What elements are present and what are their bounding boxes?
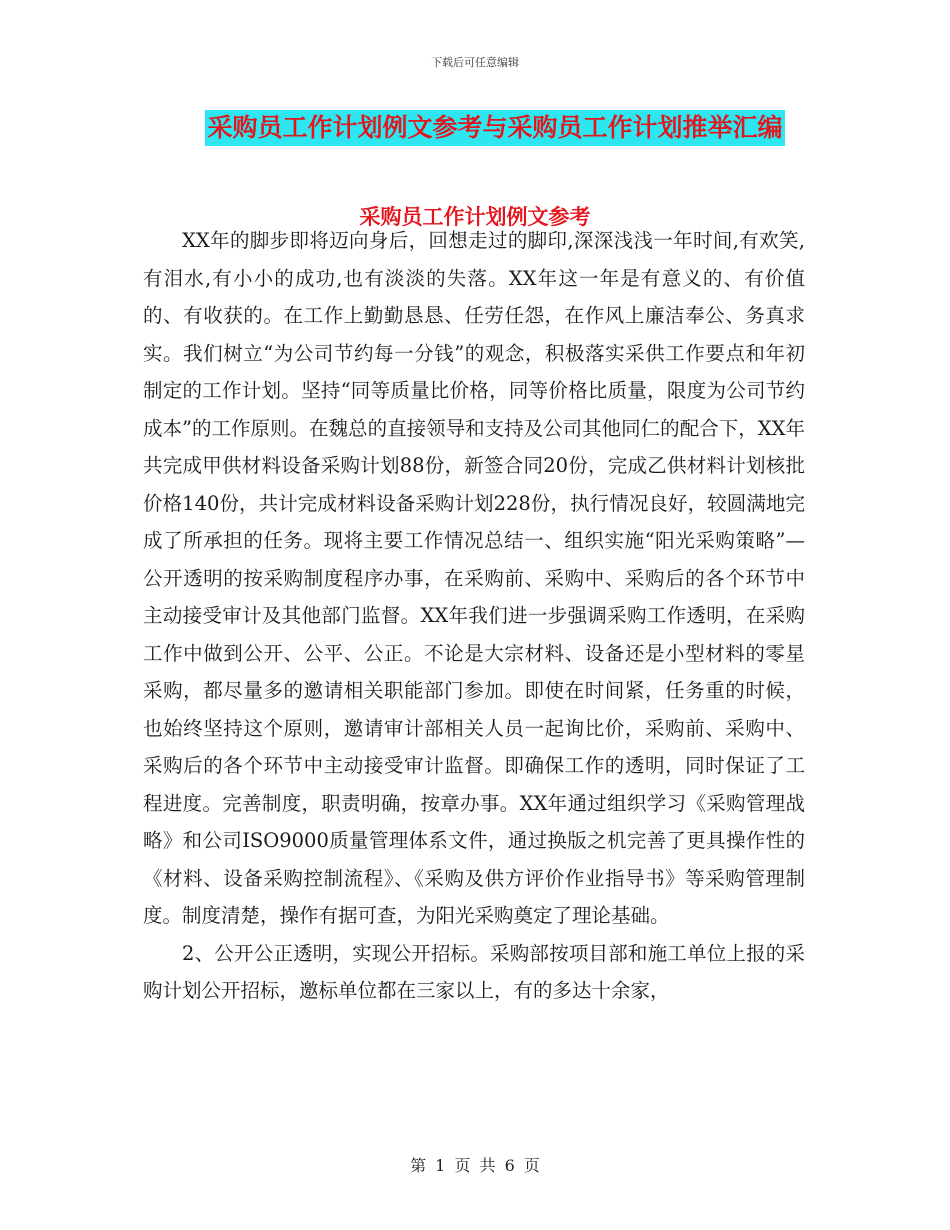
body-paragraph-2: 2、公开公正透明，实现公开招标。采购部按项目部和施工单位上报的采购计划公开招标，邀标单位都在三家以上，有的多达十余家， xyxy=(143,941,805,1002)
page-header-note: 下载后可任意编辑 xyxy=(431,56,519,69)
document-main-title: 采购员工作计划例文参考与采购员工作计划推举汇编 xyxy=(205,110,784,146)
body-paragraph-1: XX年的脚步即将迈向身后，回想走过的脚印,深深浅浅一年时间,有欢笑,有泪水,有小小的成功,也有淡淡的失落。XX年这一年是有意义的、有价值的、有收获的。在工作上勤勤恳恳、任劳任怨，在作风上廉洁奉公、务真求实。我们树立“为公司节约每一分钱”的观念，积极落实采供工作要点和年初制定的工作计划。坚持“同等质量比价格，同等价格比质量，限度为公司节约成本”的工作原则。在魏总的直接领导和支持及公司其他同仁的配合下，XX年共完成甲供材料设备采购计划88份，新签合同20份，完成乙供材料计划核批价格140份，共计完成材料设备采购计划228份，执行情况良好，较圆满地完成了所承担的任务。现将主要工作情况总结一、组织实施“阳光采购策略”—公开透明的按采购制度程序办事，在采购前、采购中、采购后的各个环节中主动接受审计及其他部门监督。XX年我们进一步强调采购工作透明，在采购工作中做到公开、公平、公正。不论是大宗材料、设备还是小型材料的零星采购，都尽量多的邀请相关职能部门参加。即使在时间紧，任务重的时候，也始终坚持这个原则，邀请审计部相关人员一起询比价，采购前、采购中、采购后的各个环节中主动接受审计监督。即确保工作的透明，同时保证了工程进度。完善制度，职责明确，按章办事。XX年通过组织学习《采购管理战略》和公司ISO9000质量管理体系文件，通过换版之机完善了更具操作性的《材料、设备采购控制流程》、《采购及供方评价作业指导书》等采购管理制度。制度清楚，操作有据可查，为阳光采购奠定了理论基础。 xyxy=(143,229,805,927)
page-footer: 第 1 页 共 6 页 xyxy=(410,1156,540,1175)
section-title: 采购员工作计划例文参考 xyxy=(359,205,591,229)
document-body xyxy=(143,222,805,1010)
main-title-container xyxy=(0,110,950,146)
